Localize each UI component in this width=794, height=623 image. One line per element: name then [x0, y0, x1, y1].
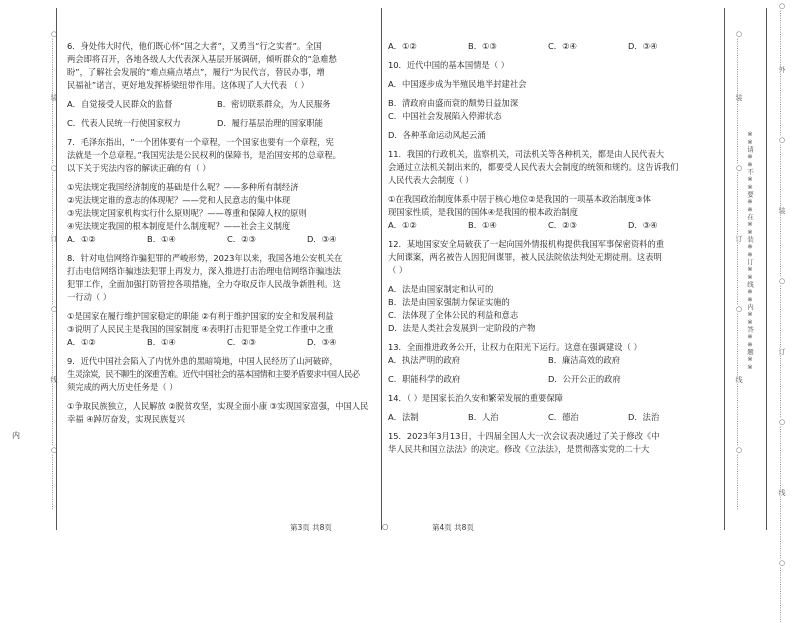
q10-option-b[interactable]: B．清政府由盛而衰的颓势日益加深 — [388, 98, 519, 108]
q9-line: 须完成的两大历史任务是（ ） — [67, 382, 178, 392]
q6-options-row2 — [67, 117, 375, 130]
q9-option-c[interactable]: C．②④ — [548, 41, 577, 51]
page-edge-right — [766, 8, 767, 530]
q9-line: 9．近代中国社会陷入了内忧外患的黑暗境地，中国人民经历了山河破碎， — [67, 356, 338, 366]
q11-option-d[interactable]: D．③④ — [628, 220, 658, 230]
left-column — [67, 40, 375, 426]
q12-line: 12．某地国家安全局破获了一起向国外情报机构提供我国军事保密资料的重 — [388, 239, 665, 249]
q6-options-row1 — [67, 98, 375, 111]
q13-option-a[interactable]: A．执法严明的政府 — [388, 355, 461, 365]
binding-line-right — [724, 8, 725, 530]
q9-item: ①争取民族独立，人民解放 ②脱贫攻坚，实现全面小康 ③实现国家富强，中国人民 — [67, 401, 369, 411]
q11-options — [388, 219, 718, 232]
q11-line: 11．我国的行政机关，监察机关，司法机关等各种机关，都是由人民代表大 — [388, 149, 665, 159]
q8-option-b[interactable]: B．①④ — [147, 337, 176, 347]
q8-option-a[interactable]: A．①② — [67, 337, 96, 347]
q14-option-b[interactable]: B．人治 — [468, 412, 499, 422]
q7-line: 法就是一个总章程。”我国宪法是公民权利的保障书，是治国安邦的总章程。 — [67, 150, 341, 160]
q10-stem: 10．近代中国的基本国情是（ ） — [388, 60, 510, 70]
q12-option-d[interactable]: D．法是人类社会发展到一定阶段的产物 — [388, 323, 536, 333]
q13-options-row2 — [388, 373, 718, 386]
q8-option-d[interactable]: D．③④ — [307, 337, 337, 347]
q12-line: 大间谍案，两名被告人因犯间谍罪，被人民法院依法判处无期徒刑。这表明 — [388, 252, 662, 262]
q6-line: 6．身处伟大时代，他们既心怀“国之大者”，又勇当“行之实者”。全国 — [67, 41, 322, 51]
q9-item: 幸福 ④踔厉奋发，实现民族复兴 — [67, 414, 185, 424]
q9-options — [388, 40, 718, 53]
q6-option-a[interactable]: A．自觉接受人民群众的监督 — [67, 99, 173, 109]
q8-item: ①是国家在履行维护国家稳定的职能 ②有利于维护国家的安全和发展利益 — [67, 311, 334, 321]
q13-stem: 13．全面推进政务公开，让权力在阳光下运行。这意在强调建设（ ） — [388, 342, 642, 352]
q13-option-d[interactable]: D．公开公正的政府 — [548, 374, 621, 384]
binding-strip-left: ○……………………装………………………○………………………订………………………○………………………线………………………○…………………… — [50, 30, 58, 510]
q7-option-b[interactable]: B．①④ — [147, 234, 176, 244]
q9-option-d[interactable]: D．③④ — [628, 41, 658, 51]
q7-line: 7．毛泽东指出，“一个团体要有一个章程，一个国家也要有一个章程，宪 — [67, 137, 334, 147]
q14-stem: 14．（ ）是国家长治久安和繁荣发展的重要保障 — [388, 393, 563, 403]
q12-option-a[interactable]: A．法是由国家制定和认可的 — [388, 284, 494, 294]
q10-option-a[interactable]: A．中国逐步成为半殖民地半封建社会 — [388, 79, 527, 89]
q13-option-b[interactable]: B．廉洁高效的政府 — [548, 355, 621, 365]
q8-item: ③说明了人民民主是我国的国家制度 ④表明打击犯罪是全党工作重中之重 — [67, 324, 334, 334]
q8-options — [67, 336, 375, 349]
side-label-inner: 内 — [12, 431, 20, 440]
q12-line: （ ） — [388, 265, 408, 275]
q15-line: 15．2023年3月13日，十四届全国人大一次会议表决通过了关于修改《中 — [388, 431, 660, 441]
q11-option-a[interactable]: A．①② — [388, 220, 417, 230]
q11-line: 会通过立法机关制出来的，都要受人民代表大会制度的统领和规约。这告诉我们 — [388, 162, 679, 172]
column-divider — [381, 8, 382, 530]
q7-option-d[interactable]: D．③④ — [307, 234, 337, 244]
q8-line: 犯罪工作，全面加强打防管控各项措施，全力夺取反诈人民战争新胜利。这 — [67, 279, 341, 289]
q11-option-b[interactable]: B．①④ — [468, 220, 497, 230]
q6-option-d[interactable]: D．履行基层治理的国家职能 — [217, 118, 323, 128]
q8-line: 打击电信网络诈骗违法犯罪上再发力，深入推进打击治理电信网络诈骗违法 — [67, 266, 341, 276]
q7-item: ③宪法规定国家机构实行什么原则呢？——尊重和保障人权的原则 — [67, 208, 307, 218]
q7-item: ④宪法规定我国的根本制度是什么制度呢？——社会主义制度 — [67, 221, 291, 231]
q6-option-b[interactable]: B．密切联系群众，为人民服务 — [217, 99, 331, 109]
q14-options — [388, 411, 718, 424]
q8-option-c[interactable]: C．②③ — [227, 337, 256, 347]
q7-options — [67, 233, 375, 246]
q9-option-b[interactable]: B．①③ — [468, 41, 497, 51]
q6-line: 两会即将召开，各地各级人大代表深入基层开展调研，倾听群众的“急难愁 — [67, 54, 337, 64]
q14-option-c[interactable]: C．德治 — [548, 412, 579, 422]
q8-line: 一行动（ ） — [67, 292, 112, 302]
notice-text: ※※请※※不※※要※※在※※装※※订※※线※※内※※答※※题※※ — [746, 130, 754, 371]
q7-item: ②宪法规定谁的意志的体现呢？——党和人民意志的集中体现 — [67, 195, 291, 205]
center-circle: ○ — [382, 522, 389, 531]
q7-option-a[interactable]: A．①② — [67, 234, 96, 244]
q9-option-a[interactable]: A．①② — [388, 41, 417, 51]
q13-option-c[interactable]: C．职能科学的政府 — [388, 374, 461, 384]
page-number-left: 第3页 共8页 — [290, 523, 332, 532]
page-number-right: 第4页 共8页 — [432, 523, 474, 532]
q10-option-c[interactable]: C．中国社会发展陷入停滞状态 — [388, 111, 502, 121]
q14-option-d[interactable]: D．法治 — [628, 412, 660, 422]
binding-strip-right-outer: ○……………………外………………………○………………………装………………………○………………………订………………………○………………………线………………………○…………………… — [778, 2, 786, 623]
q6-line: 盼”，了解社会发展的“难点痛点堵点”，履行“为民代言，替民办事，增 — [67, 67, 325, 77]
q8-line: 8．针对电信网络诈骗犯罪的严峻形势，2023年以来，我国各地公安机关在 — [67, 253, 343, 263]
q12-option-c[interactable]: C．法体现了全体公民的利益和意志 — [388, 310, 519, 320]
binding-strip-right-inner: ○……………………装………………………○………………………订………………………○………………………线………………………○…………………… — [735, 30, 743, 510]
q11-item: 现国家性质，是我国的国体④是我国的根本政治制度 — [388, 207, 578, 217]
q9-line: 生灵涂炭，民不聊生的深重苦难。近代中国社会的基本国情和主要矛盾要求中国人民必 — [67, 369, 360, 379]
q11-line: 人民代表大会制度（ ） — [388, 175, 474, 185]
q7-option-c[interactable]: C．②③ — [227, 234, 256, 244]
q10-option-d[interactable]: D．各种革命运动风起云涌 — [388, 130, 486, 140]
q14-option-a[interactable]: A．法制 — [388, 412, 419, 422]
q15-line: 华人民共和国立法法》的决定。修改《立法法》，是贯彻落实党的二十大 — [388, 444, 650, 454]
q11-option-c[interactable]: C．②③ — [548, 220, 577, 230]
q12-option-b[interactable]: B．法是由国家强制力保证实施的 — [388, 297, 510, 307]
q13-options-row1 — [388, 354, 718, 367]
q7-line: 以下关于宪法内容的解读正确的有（ ） — [67, 163, 211, 173]
q11-item: ①在我国政治制度体系中居于核心地位②是我国的一项基本政治制度③体 — [388, 194, 651, 204]
q6-line: 民福祉”诺言，更好地发挥桥梁纽带作用。这体现了人大代表 （ ） — [67, 80, 309, 90]
q6-option-c[interactable]: C．代表人民统一行使国家权力 — [67, 118, 181, 128]
right-column — [388, 40, 718, 456]
q7-item: ①宪法规定我国经济制度的基础是什么呢？——多种所有制经济 — [67, 182, 299, 192]
